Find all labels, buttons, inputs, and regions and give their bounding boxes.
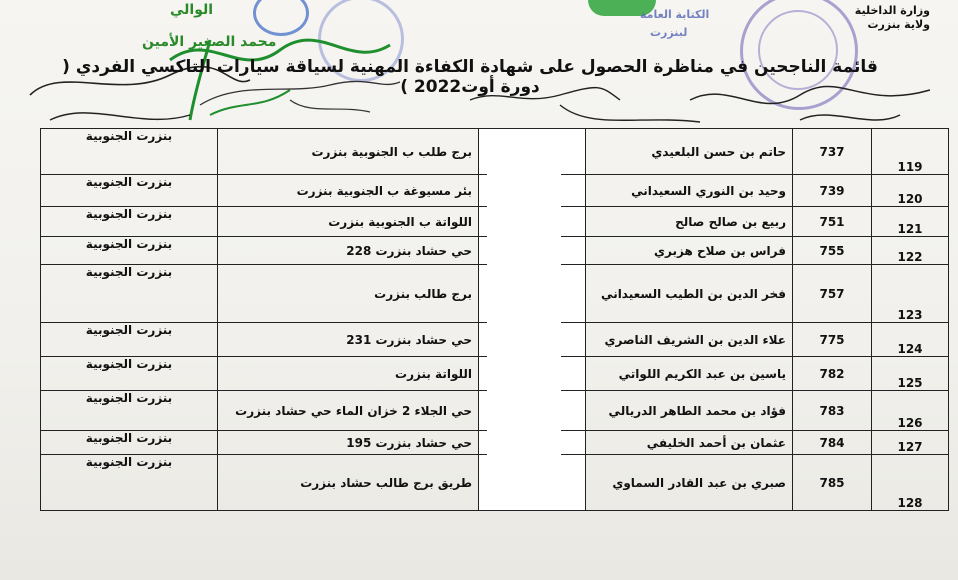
row-number: 127 <box>872 431 949 455</box>
candidate-name: علاء الدين بن الشريف الناصري <box>586 323 793 357</box>
candidate-id: 785 <box>793 455 872 511</box>
row-number: 126 <box>872 391 949 431</box>
document-title: قائمة الناجحين في مناظرة الحصول على شهادة الكفاءة المهنية لسياقة سيارات التاكسي الفردي ( دورة أوت2022 ) <box>62 57 878 97</box>
candidate-id: 737 <box>793 129 872 175</box>
ministry-line1: وزارة الداخلية <box>854 4 930 17</box>
candidate-address: برج طلب ب الجنوبية بنزرت <box>218 129 479 175</box>
candidate-delegation: بنزرت الجنوبية <box>41 455 218 511</box>
candidate-name: فخر الدين بن الطيب السعيداني <box>586 265 793 323</box>
candidate-delegation: بنزرت الجنوبية <box>41 129 218 175</box>
candidate-delegation: بنزرت الجنوبية <box>41 357 218 391</box>
redaction-box <box>487 134 561 484</box>
candidate-name: وحيد بن النوري السعيداني <box>586 175 793 207</box>
candidate-id: 755 <box>793 237 872 265</box>
candidate-delegation: بنزرت الجنوبية <box>41 391 218 431</box>
candidate-name: عثمان بن أحمد الخليفي <box>586 431 793 455</box>
row-number: 120 <box>872 175 949 207</box>
row-number: 125 <box>872 357 949 391</box>
candidate-delegation: بنزرت الجنوبية <box>41 323 218 357</box>
candidate-name: ربيع بن صالح صالح <box>586 207 793 237</box>
candidate-name: ياسين بن عبد الكريم اللواتي <box>586 357 793 391</box>
row-number: 122 <box>872 237 949 265</box>
candidate-id: 783 <box>793 391 872 431</box>
candidate-id: 784 <box>793 431 872 455</box>
stamp-city-text: لبنزرت <box>650 26 688 39</box>
stamp-admin-text: الكتابة العامة <box>640 8 710 21</box>
candidate-id: 739 <box>793 175 872 207</box>
candidate-address: اللواتة ب الجنوبية بنزرت <box>218 207 479 237</box>
candidate-id: 775 <box>793 323 872 357</box>
row-number: 128 <box>872 455 949 511</box>
candidate-address: برج طالب بنزرت <box>218 265 479 323</box>
candidate-delegation: بنزرت الجنوبية <box>41 237 218 265</box>
candidate-delegation: بنزرت الجنوبية <box>41 265 218 323</box>
candidate-name: فؤاد بن محمد الطاهر الدريالي <box>586 391 793 431</box>
row-number: 119 <box>872 129 949 175</box>
row-number: 124 <box>872 323 949 357</box>
candidate-id: 751 <box>793 207 872 237</box>
candidate-id: 782 <box>793 357 872 391</box>
candidate-address: حي الجلاء 2 خزان الماء حي حشاد بنزرت <box>218 391 479 431</box>
candidate-name: حاتم بن حسن البلعيدي <box>586 129 793 175</box>
wali-name: محمد الصغير الأمين <box>142 34 277 50</box>
candidate-id: 757 <box>793 265 872 323</box>
candidate-address: طريق برج طالب حشاد بنزرت <box>218 455 479 511</box>
candidate-address: حي حشاد بنزرت 231 <box>218 323 479 357</box>
candidate-address: حي حشاد بنزرت 228 <box>218 237 479 265</box>
candidate-name: فراس بن صلاح هزبري <box>586 237 793 265</box>
row-number: 123 <box>872 265 949 323</box>
candidate-name: صبري بن عبد القادر السماوي <box>586 455 793 511</box>
row-number: 121 <box>872 207 949 237</box>
candidate-delegation: بنزرت الجنوبية <box>41 431 218 455</box>
candidate-address: اللواتة بنزرت <box>218 357 479 391</box>
candidate-address: حي حشاد بنزرت 195 <box>218 431 479 455</box>
wali-label: الوالي <box>170 2 214 18</box>
candidate-delegation: بنزرت الجنوبية <box>41 175 218 207</box>
ministry-line2: ولاية بنزرت <box>867 18 930 31</box>
candidate-delegation: بنزرت الجنوبية <box>41 207 218 237</box>
ministry-header <box>855 4 930 32</box>
candidate-address: بئر مسيوغة ب الجنوبية بنزرت <box>218 175 479 207</box>
